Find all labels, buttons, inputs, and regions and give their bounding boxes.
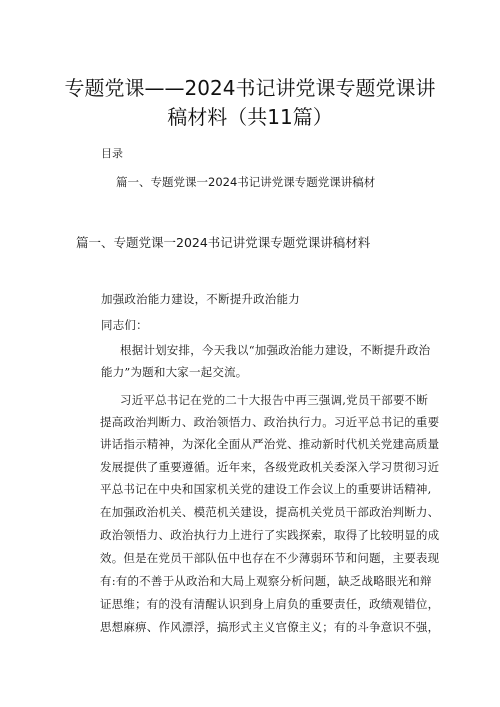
body-line-13: 思想麻痹、作风漂浮，搞形式主义官僚主义；有的斗争意识不强， [100,620,440,634]
subtitle: 加强政治能力建设，不断提升政治能力 [101,292,300,306]
body-line-9: 政治领悟力、政治执行力上进行了实践探索，取得了比较明显的成 [100,528,440,542]
body-line-5: 讲话指示精神，为深化全面从严治党、推动新时代机关党建高质量 [100,437,440,451]
body-line-6: 发展提供了重要遵循。近年来，各级党政机关委深入学习贯彻习近 [100,460,440,474]
toc-label: 目录 [101,147,123,160]
body-line-3: 习近平总书记在党的二十大报告中再三强调,党员干部要不断 [120,393,429,407]
body-line-2: 能力”为题和大家一起交流。 [101,365,248,379]
body-line-8: 在加强政治机关、模范机关建设，提高机关党员干部政治判断力、 [100,505,440,519]
document-title [60,74,440,132]
body-line-4: 提高政治判断力、政治领悟力、政治执行力。习近平总书记的重要 [100,415,440,429]
title-line-2: 稿材料（共11篇） [167,105,333,129]
toc-entry-1[interactable]: 篇一、专题党课一2024书记讲党课专题党课讲稿材 [116,175,376,189]
salutation: 同志们： [101,318,148,332]
body-line-11: 有:有的不善于从政治和大局上观察分析问题，缺乏战略眼光和辩 [100,574,432,588]
title-line-1: 专题党课——2024书记讲党课专题党课讲 [64,76,436,100]
body-line-1: 根据计划安排，今天我以“加强政治能力建设，不断提升政治 [120,343,431,357]
body-line-10: 效。但是在党员干部队伍中也存在不少薄弱环节和问题，主要表现 [100,551,440,565]
section-heading: 篇一、专题党课一2024书记讲党课专题党课讲稿材料 [76,235,371,250]
body-line-7: 平总书记在中央和国家机关党的建设工作会议上的重要讲话精神, [100,482,432,496]
body-line-12: 证思维；有的没有清醒认识到身上肩负的重要责任，政绩观错位， [100,597,440,611]
